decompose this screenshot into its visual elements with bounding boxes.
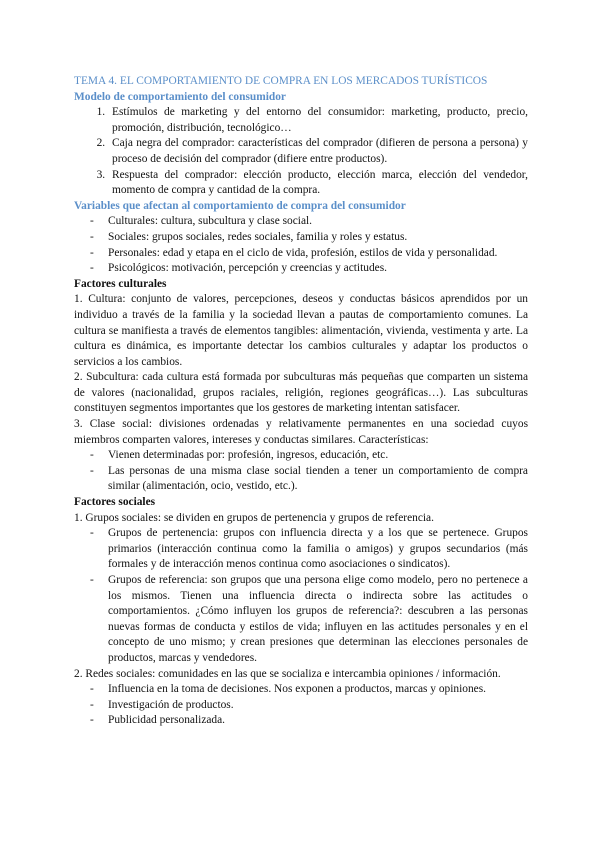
- model-list: [74, 105, 528, 199]
- document-page: [74, 74, 528, 729]
- cultural-paragraph-3: 3. Clase social: divisiones ordenadas y relativamente permanentes en una sociedad cuyos miembros comparten valores, intereses y conductas similares. Características:: [74, 418, 528, 446]
- social-class-list: [74, 448, 528, 495]
- list-item: - Publicidad personalizada.: [74, 713, 528, 729]
- list-item: - Vienen determinadas por: profesión, ingresos, educación, etc.: [74, 448, 528, 464]
- social-heading: Factores sociales: [74, 496, 156, 509]
- list-item: - Las personas de una misma clase social tienden a tener un comportamiento de compra similar (alimentación, ocio, vestido, etc.).: [74, 464, 528, 495]
- list-item: - Grupos de referencia: son grupos que una persona elige como modelo, pero no pertenece a los mismos. Tienen una influencia directa o indirecta sobre las actitudes o comportamientos. ¿Cómo influyen los grupos de referencia?: descubren a las personas nuevas formas de conducta y estilos de vida; influyen en las actitudes personales y en el concepto de uno mismo; y crean presiones que determinan las elecciones personales de productos, marcas y vendedores.: [74, 573, 528, 667]
- list-item: - Investigación de productos.: [74, 698, 528, 714]
- section-heading-model: Modelo de comportamiento del consumidor: [74, 90, 286, 103]
- list-item: - Influencia en la toma de decisiones. Nos exponen a productos, marcas y opiniones.: [74, 682, 528, 698]
- social-networks-list: [74, 682, 528, 729]
- list-item: - Psicológicos: motivación, percepción y creencias y actitudes.: [74, 261, 528, 277]
- list-item: - Sociales: grupos sociales, redes sociales, familia y roles y estatus.: [74, 230, 528, 246]
- cultural-heading: Factores culturales: [74, 277, 167, 290]
- list-item: - Personales: edad y etapa en el ciclo de vida, profesión, estilos de vida y personalidad.: [74, 246, 528, 262]
- cultural-paragraph-1: 1. Cultura: conjunto de valores, percepciones, deseos y conductas básicos aprendidos por un individuo a través de la familia y la sociedad llevan a pautas de comportamiento comunes. La cultura se manifiesta a través de elementos tangibles: alimentación, vivienda, vestimenta y arte. La cultura es dinámica, es importante detectar los cambios culturales y adaptar los productos o servicios a los cambios.: [74, 293, 528, 368]
- list-item: - Grupos de pertenencia: grupos con influencia directa y a los que se pertenece. Grupos primarios (interacción continua como la familia o amigos) y grupos secundarios (más formales y de interacción menos continua como asociaciones o sindicatos).: [74, 526, 528, 573]
- social-paragraph-2: 2. Redes sociales: comunidades en las que se socializa e intercambia opiniones / información.: [74, 667, 501, 680]
- list-item: 1. Estímulos de marketing y del entorno del consumidor: marketing, producto, precio, promoción, distribución, tecnológico…: [108, 105, 528, 136]
- section-heading-variables: Variables que afectan al comportamiento de compra del consumidor: [74, 199, 406, 212]
- list-item: - Culturales: cultura, subcultura y clase social.: [74, 214, 528, 230]
- page-title: TEMA 4. EL COMPORTAMIENTO DE COMPRA EN LOS MERCADOS TURÍSTICOS: [74, 75, 488, 87]
- list-item: 2. Caja negra del comprador: características del comprador (difieren de persona a persona) y proceso de decisión del comprador (difiere entre productos).: [108, 136, 528, 167]
- variables-list: [74, 214, 528, 276]
- social-groups-list: [74, 526, 528, 666]
- social-paragraph-1: 1. Grupos sociales: se dividen en grupos de pertenencia y grupos de referencia.: [74, 511, 434, 524]
- list-item: 3. Respuesta del comprador: elección producto, elección marca, elección del vendedor, momento de compra y cantidad de la compra.: [108, 168, 528, 199]
- cultural-paragraph-2: 2. Subcultura: cada cultura está formada por subculturas más pequeñas que comparten un sistema de valores (nacionalidad, grupos raciales, religión, regiones geográficas…). Las subculturas constituyen segmentos importantes que los gestores de marketing intentan satisfacer.: [74, 371, 528, 415]
